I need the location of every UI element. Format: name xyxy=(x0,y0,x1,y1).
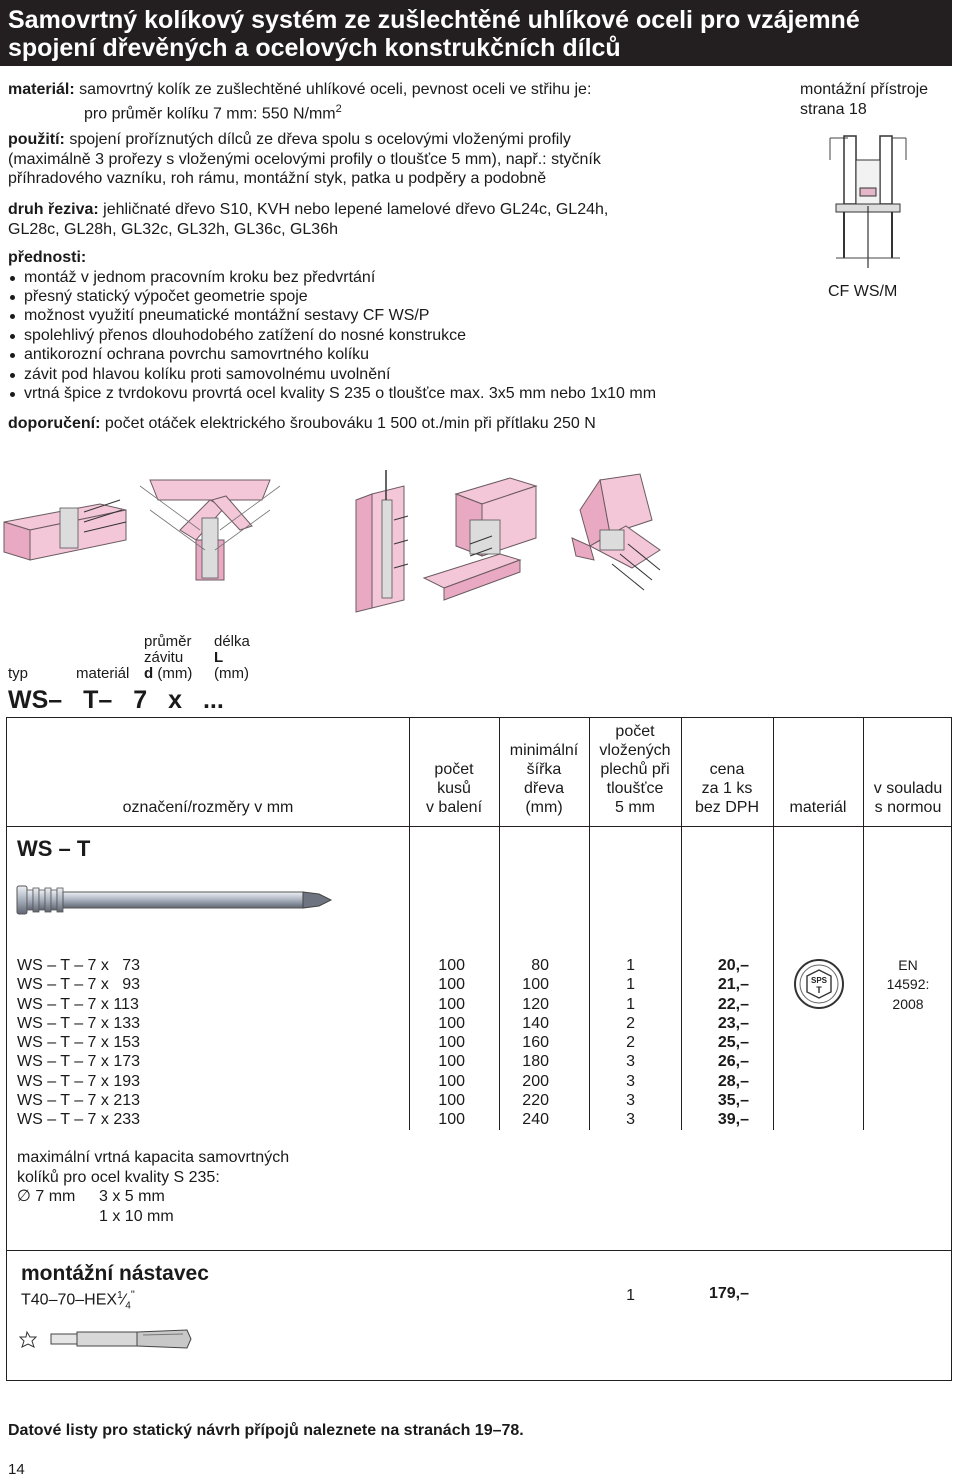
table-cell-name: WS – T – 7 x 153 xyxy=(17,1034,141,1052)
advantage-item: závit pod hlavou kolíku proti samovolnému uvolnění xyxy=(8,365,788,384)
material-section xyxy=(8,80,768,123)
table-cell-price: 28,– xyxy=(717,1072,749,1090)
table-cell-name: WS – T – 7 x 233 xyxy=(17,1111,141,1129)
advantages-section xyxy=(8,248,788,403)
table-cell-price: 23,– xyxy=(717,1014,749,1032)
advantage-item: antikorozní ochrana povrchu samovrtného kolíku xyxy=(8,345,788,364)
advantage-item: přesný statický výpočet geometrie spoje xyxy=(8,287,788,306)
header-line: dřeva xyxy=(523,780,565,797)
usage-text-2: (maximálně 3 prořezy s vloženými ocelovými profily o tloušťce 5 mm), např.: styčník xyxy=(8,150,601,168)
header-line: kusů xyxy=(437,780,471,797)
page-header xyxy=(0,0,952,66)
code-length-2: L xyxy=(214,649,224,666)
material-text-2: pro průměr kolíku 7 mm: 550 N/mm xyxy=(84,104,336,122)
side-line-1: montážní přístroje xyxy=(800,81,929,98)
col-plates xyxy=(589,956,635,1130)
header-line: EN xyxy=(898,957,918,973)
code-length-1: délka xyxy=(214,633,250,650)
table-cell-width: 180 xyxy=(522,1053,549,1071)
table-cell-name: WS – T – 7 x 193 xyxy=(17,1072,141,1090)
header-line: vložených xyxy=(599,742,671,759)
table-cell-plates: 2 xyxy=(626,1034,635,1052)
illustration-frame-corner xyxy=(572,474,660,590)
illustration-beam-joint xyxy=(4,500,126,560)
col-qty xyxy=(409,956,465,1130)
header-qty xyxy=(409,760,499,817)
recommend-text: počet otáček elektrického šroubováku 1 500 ot./min při přítlaku 250 N xyxy=(100,415,596,432)
recommend-label: doporučení: xyxy=(8,415,101,432)
application-illustrations xyxy=(0,460,960,620)
advantage-item: spolehlivý přenos dlouhodobého zatížení do nosné konstrukce xyxy=(8,326,788,345)
table-cell-plates: 1 xyxy=(626,957,635,974)
attachment-code-text: T40–70–HEX xyxy=(21,1291,118,1309)
screw-image xyxy=(13,878,343,922)
header-line: s normou xyxy=(874,799,942,816)
header-material: materiál xyxy=(789,799,847,816)
table-cell-price: 21,– xyxy=(717,976,749,994)
table-cell-price: 20,– xyxy=(717,957,749,974)
header-designation: označení/rozměry v mm xyxy=(122,799,294,816)
attachment-inch: " xyxy=(130,1289,135,1301)
header-line: počet xyxy=(615,723,655,740)
header-line: v souladu xyxy=(873,780,943,797)
side-line-2: strana 18 xyxy=(800,100,867,118)
header-line: (mm) xyxy=(525,799,563,816)
attachment-code: $T40-70-HEX^1⁄_4^"$ xyxy=(21,1289,135,1312)
table-cell-name: WS – T – 7 x 93 xyxy=(17,976,141,994)
header-line-2: spojení dřevěných a ocelových konstrukčních dílců xyxy=(8,34,621,62)
table-cell-qty: 100 xyxy=(438,1034,465,1052)
attachment-frac-d: 4 xyxy=(125,1300,131,1312)
header-line: za 1 ks xyxy=(701,780,753,797)
table-cell-name: WS – T – 7 x 113 xyxy=(17,995,139,1013)
illustration-column-joint xyxy=(356,470,408,612)
drill-capacity-note xyxy=(17,1148,397,1226)
header-line: cena xyxy=(709,761,745,778)
usage-label: použití: xyxy=(8,131,65,148)
table-cell-width: 220 xyxy=(522,1092,549,1110)
header-plates xyxy=(589,722,681,817)
mounting-device-illustration xyxy=(820,130,916,270)
advantage-item: vrtná špice z tvrdokovu provrtá ocel kvality S 235 o tloušťce max. 3x5 mm nebo 1x10 mm xyxy=(8,384,788,403)
capacity-value-2: 1 x 10 mm xyxy=(99,1207,174,1225)
col-norm xyxy=(863,956,953,1014)
code-diameter-unit: (mm) xyxy=(153,665,193,682)
device-label: CF WS/M xyxy=(828,283,898,300)
code-diameter-d: d xyxy=(144,665,154,682)
header-line: šířka xyxy=(526,761,562,778)
table-cell-qty: 100 xyxy=(438,1111,465,1129)
header-line: 2008 xyxy=(892,995,924,1012)
table-cell-qty: 100 xyxy=(438,957,465,974)
material-badge-icon xyxy=(793,958,845,1010)
table-cell-price: 22,– xyxy=(717,995,749,1013)
capacity-line-1: maximální vrtná kapacita samovrtných xyxy=(17,1149,290,1166)
code-typ: typ xyxy=(8,665,29,682)
header-line: minimální xyxy=(509,742,579,759)
table-cell-qty: 100 xyxy=(438,1014,465,1032)
table-cell-price: 25,– xyxy=(717,1034,749,1052)
table-cell-plates: 1 xyxy=(626,976,635,994)
table-cell-width: 100 xyxy=(522,976,549,994)
page-number: 14 xyxy=(8,1461,25,1478)
table-cell-price: 39,– xyxy=(717,1111,749,1129)
table-cell-width: 80 xyxy=(531,957,549,974)
code-length-unit: (mm) xyxy=(214,665,249,682)
table-cell-qty: 100 xyxy=(438,1092,465,1110)
table-cell-qty: 100 xyxy=(438,976,465,994)
advantages-label: přednosti: xyxy=(8,249,87,266)
usage-text-1: spojení proříznutých dílců ze dřeva spolu s ocelovými vloženými profily xyxy=(64,131,571,148)
table-cell-price: 35,– xyxy=(717,1092,749,1110)
table-cell-plates: 3 xyxy=(626,1053,635,1071)
header-width xyxy=(499,741,589,817)
material-text-1: samovrtný kolík ze zušlechtěné uhlíkové oceli, pevnost oceli ve střihu je: xyxy=(74,81,592,98)
table-cell-width: 160 xyxy=(522,1034,549,1052)
table-cell-plates: 3 xyxy=(626,1092,635,1110)
table-cell-name: WS – T – 7 x 133 xyxy=(17,1014,141,1032)
wood-text-2: GL28c, GL28h, GL32c, GL32h, GL36c, GL36h xyxy=(8,220,338,238)
table-cell-plates: 2 xyxy=(626,1014,635,1032)
table-cell-plates: 1 xyxy=(626,995,635,1013)
material-label: materiál: xyxy=(8,81,75,98)
code-diameter-1: průměr xyxy=(144,633,192,650)
wood-text-1: jehličnaté dřevo S10, KVH nebo lepené lamelové dřevo GL24c, GL24h, xyxy=(98,201,609,218)
header-line: v balení xyxy=(425,799,483,816)
attachment-title: montážní nástavec xyxy=(21,1262,209,1285)
recommend-section xyxy=(8,414,788,434)
footer-note: Datové listy pro statický návrh přípojů naleznete na stranách 19–78. xyxy=(8,1422,524,1439)
table-cell-name: WS – T – 7 x 73 xyxy=(17,957,141,974)
bit-image xyxy=(17,1324,197,1354)
side-reference xyxy=(800,80,956,119)
product-name: WS – T xyxy=(17,836,91,861)
col-designation xyxy=(17,956,247,1130)
table-cell-width: 240 xyxy=(522,1111,549,1129)
illustration-post-base xyxy=(424,478,536,600)
advantage-item: možnost využití pneumatické montážní sestavy CF WS/P xyxy=(8,306,788,325)
advantages-list xyxy=(8,268,788,404)
attachment-frac-n: 1 xyxy=(117,1290,123,1301)
header-line: plechů při xyxy=(600,761,670,778)
badge-bottom-text: T xyxy=(816,985,822,995)
material-sup: 2 xyxy=(335,102,342,115)
table-cell-width: 140 xyxy=(522,1014,549,1032)
table-cell-qty: 100 xyxy=(438,1053,465,1071)
header-norm xyxy=(863,779,953,817)
col-price xyxy=(681,956,749,1130)
capacity-line-2: kolíků pro ocel kvality S 235: xyxy=(17,1168,220,1186)
capacity-value-1: 3 x 5 mm xyxy=(99,1188,165,1205)
table-cell-plates: 3 xyxy=(626,1072,635,1090)
header-price xyxy=(681,760,773,817)
capacity-diameter: ∅ 7 mm xyxy=(17,1188,76,1205)
code-material: materiál xyxy=(76,665,130,682)
badge-top-text: SPS xyxy=(810,976,828,985)
wood-section xyxy=(8,200,788,239)
header-line: 14592: xyxy=(886,976,930,993)
table-cell-qty: 100 xyxy=(438,995,465,1013)
wood-label: druh řeziva: xyxy=(8,201,99,218)
table-cell-plates: 3 xyxy=(626,1111,635,1129)
table-cell-qty: 100 xyxy=(438,1072,465,1090)
usage-text-3: příhradového vazníku, roh rámu, montážní styk, patka u podpěry a podobně xyxy=(8,170,547,187)
attachment-price: 179,– xyxy=(708,1285,749,1302)
header-line: 5 mm xyxy=(615,799,655,816)
usage-section xyxy=(8,130,788,189)
header-line-1: Samovrtný kolíkový systém ze zušlechtěné uhlíkové oceli pro vzájemné xyxy=(8,6,860,34)
code-diameter-2: závitu xyxy=(144,649,184,666)
table-cell-width: 200 xyxy=(522,1072,549,1090)
table-cell-name: WS – T – 7 x 173 xyxy=(17,1053,141,1071)
product-table xyxy=(6,717,952,1381)
table-cell-name: WS – T – 7 x 213 xyxy=(17,1092,141,1110)
header-line: počet xyxy=(434,761,474,778)
attachment-qty: 1 xyxy=(626,1287,635,1304)
illustration-truss-node xyxy=(140,480,280,580)
table-cell-width: 120 xyxy=(522,995,549,1013)
header-line: tloušťce xyxy=(606,780,664,797)
code-big: WS– T– 7 x ... xyxy=(8,686,224,714)
col-width xyxy=(499,956,549,1130)
advantage-item: montáž v jednom pracovním kroku bez předvrtání xyxy=(8,268,788,287)
header-line: bez DPH xyxy=(694,799,760,816)
table-cell-price: 26,– xyxy=(717,1053,749,1071)
